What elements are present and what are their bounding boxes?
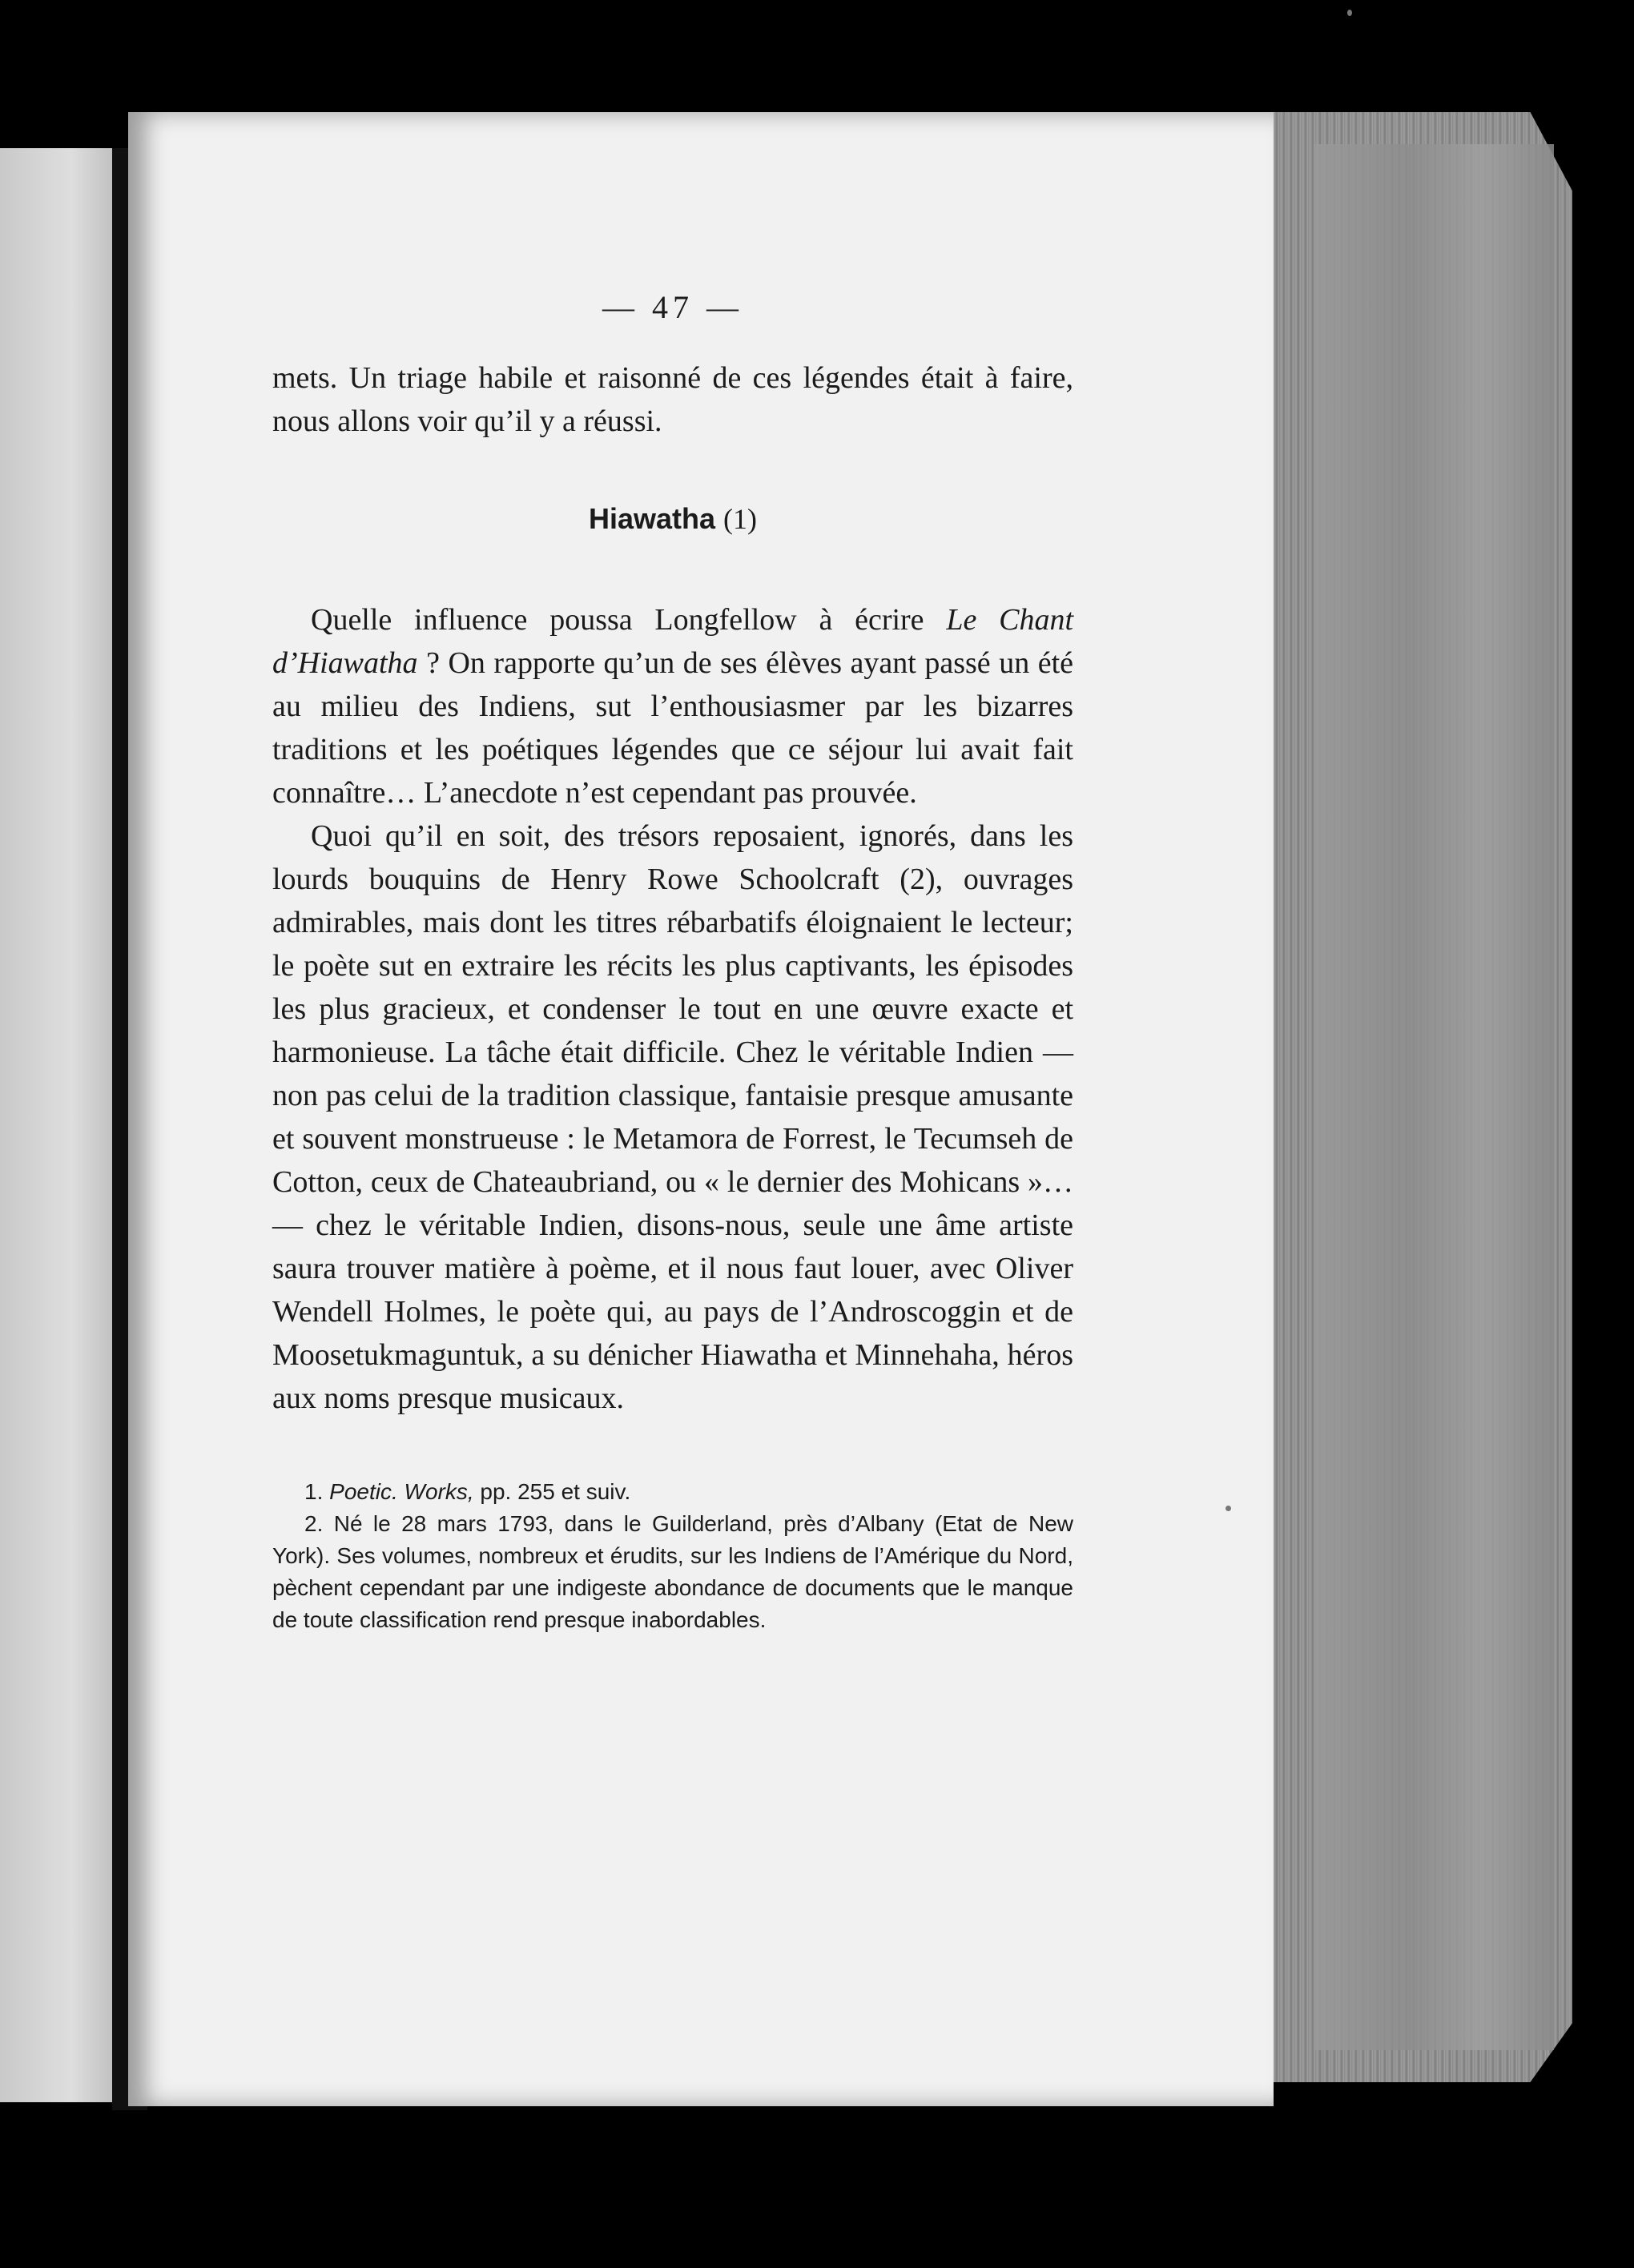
facing-page-edge xyxy=(0,148,119,2102)
footnotes xyxy=(272,1476,1073,1636)
section-heading xyxy=(272,502,1073,536)
footnote-1-title: Poetic. Works, xyxy=(329,1479,474,1504)
heading-note-ref: (1) xyxy=(723,503,758,535)
footnote-2-number: 2. xyxy=(304,1511,324,1536)
paragraph-2: Quoi qu’il en soit, des trésors reposaient, ignorés, dans les lourds bouquins de Henry Rowe Schoolcraft (2), ouvrages admirables, mais dont les titres rébarbatifs éloignaient le lecteur; le poète sut en extraire les récits les plus captivants, les épisodes les plus gracieux, et condenser le tout en une œuvre exacte et harmonieuse. La tâche était difficile. Chez le véritable Indien — non pas celui de la tradition classique, fantaisie presque amusante et souvent monstrueuse : le Metamora de Forrest, le Tecumseh de Cotton, ceux de Chateaubriand, ou « le dernier des Mohicans »… — chez le véritable Indien, disons-nous, seule une âme artiste saura trouver matière à poème, et il nous faut louer, avec Oliver Wendell Holmes, le poète qui, au pays de l’Androscoggin et de Moosetukmaguntuk, a su dénicher Hiawatha et Minnehaha, héros aux noms presque musicaux. xyxy=(272,819,1073,1415)
opening-paragraph: mets. Un triage habile et raisonné de ces légendes était à faire, nous allons voir qu’il y a réussi. xyxy=(272,361,1073,438)
heading-title: Hiawatha xyxy=(588,502,716,535)
paragraph-1-title: Le Chant d’Hiawatha xyxy=(272,603,1073,680)
paragraph-1-text-b: ? On rapporte qu’un de ses élèves ayant passé un été au milieu des Indiens, sut l’enthousiasmer par les bizarres traditions et les poétiques légendes que ce séjour lui avait fait connaître… L’anecdote n’est cependant pas prouvée. xyxy=(272,646,1073,810)
footnote-1 xyxy=(272,1476,1073,1508)
paragraph-1 xyxy=(272,598,1073,814)
page-edges-front xyxy=(1314,144,1554,2050)
footnote-2-text: Né le 28 mars 1793, dans le Guilderland, près d’Albany (Etat de New York). Ses volumes, nombreux et érudits, sur les Indiens de l’Amérique du Nord, pèchent cependant par une indigeste abondance de documents que le manque de toute classification rend presque inabordables. xyxy=(272,1511,1073,1632)
page-number: — 47 — xyxy=(602,289,743,325)
scan-speck xyxy=(1226,1506,1231,1511)
footnote-1-text: pp. 255 et suiv. xyxy=(473,1479,631,1504)
paragraph-1-text-a: Quelle influence poussa Longfellow à écrire xyxy=(311,603,947,637)
footnote-1-number: 1. xyxy=(304,1479,324,1504)
page-text xyxy=(272,288,1073,1636)
scan-speck xyxy=(1347,10,1352,16)
footnote-2 xyxy=(272,1508,1073,1636)
